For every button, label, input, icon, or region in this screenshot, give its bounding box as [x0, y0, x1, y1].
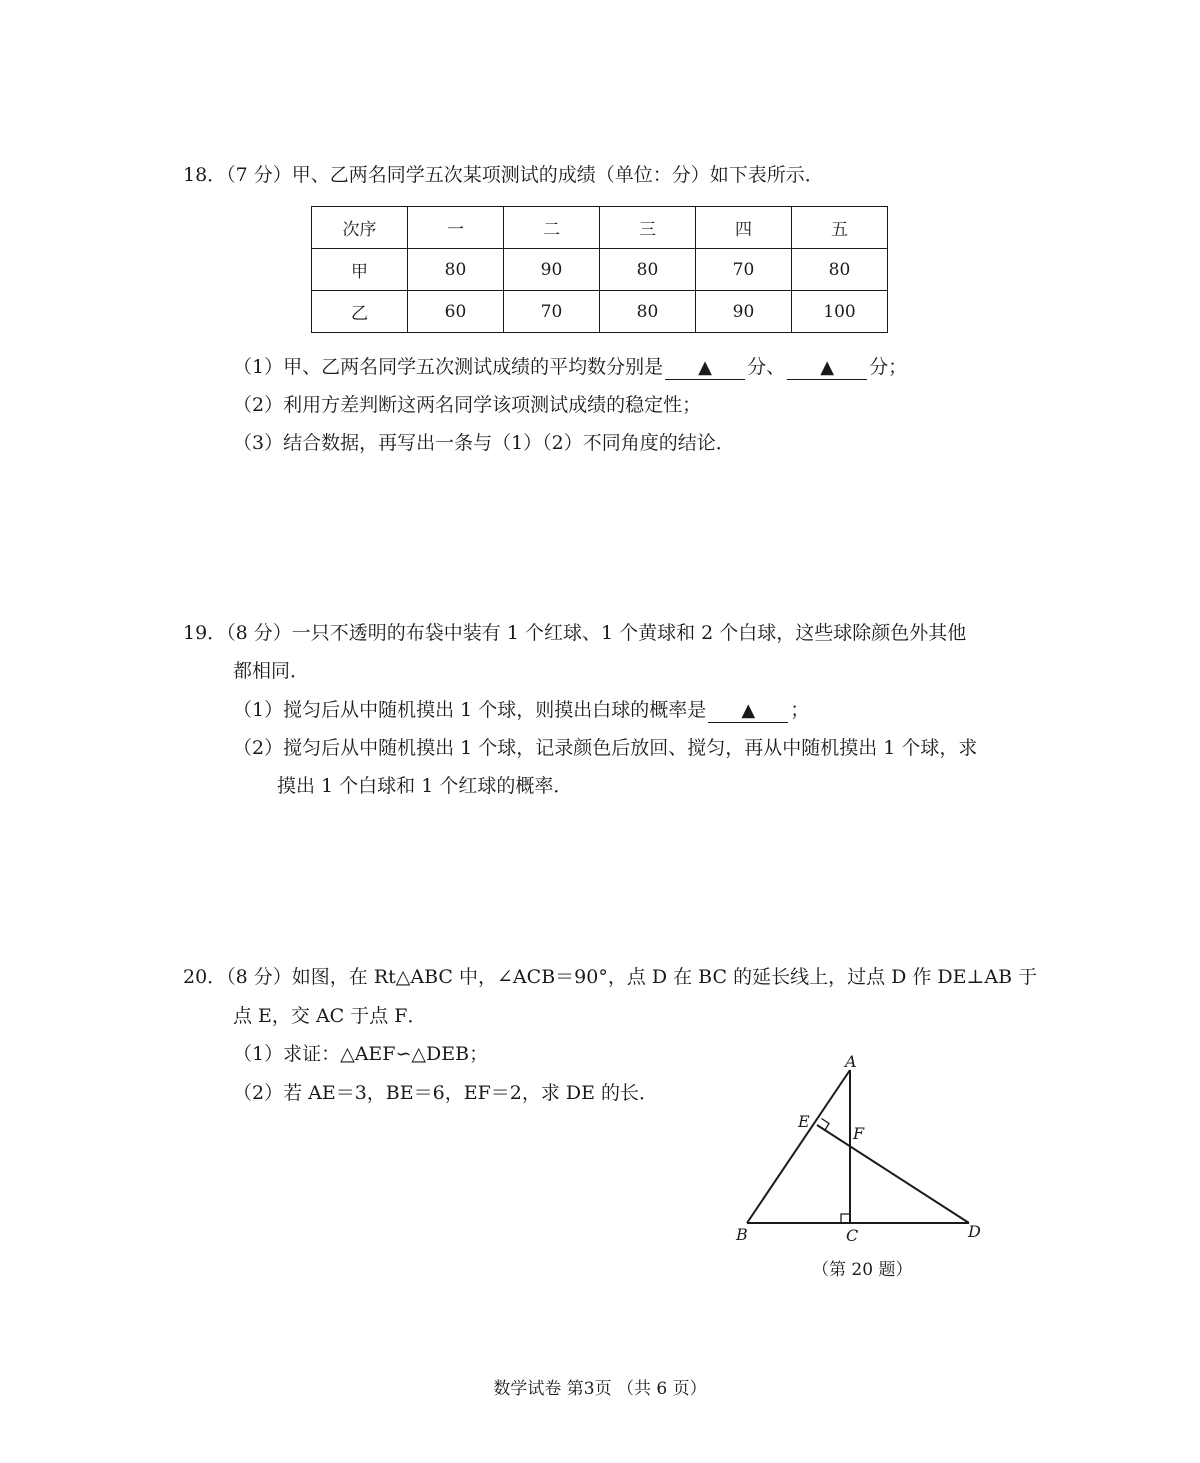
- table-cell: 80: [600, 249, 696, 291]
- label-d: D: [968, 1222, 981, 1241]
- q18-score-table: [311, 206, 888, 333]
- q19-part2-line2: 摸出 1 个白球和 1 个红球的概率．: [277, 775, 573, 797]
- table-cell: 一: [408, 207, 504, 249]
- q18-part1-unit: 分、: [747, 356, 786, 378]
- label-f: F: [853, 1124, 865, 1143]
- answer-blank[interactable]: ▲: [787, 357, 867, 380]
- q20-part1: （1）求证：△AEF∽△DEB；: [233, 1043, 489, 1065]
- q18-part1-text: （1）甲、乙两名同学五次测试成绩的平均数分别是: [233, 356, 664, 378]
- label-b: B: [736, 1225, 748, 1244]
- q19-part2-line1: （2）搅匀后从中随机摸出 1 个球，记录颜色后放回、搅匀，再从中随机摸出 1 个球，求: [233, 737, 978, 759]
- q18-part1: [233, 354, 907, 380]
- table-cell: 三: [600, 207, 696, 249]
- page-footer: 数学试卷 第3页 （共 6 页）: [493, 1379, 707, 1399]
- label-e: E: [798, 1112, 810, 1131]
- table-cell: 70: [696, 249, 792, 291]
- table-row: [312, 249, 888, 291]
- table-cell: 80: [408, 249, 504, 291]
- figure-caption: （第 20 题）: [812, 1260, 913, 1280]
- q19-part1-end: ；: [790, 699, 810, 721]
- table-cell: 四: [696, 207, 792, 249]
- q19-title-line1: 19．（8 分）一只不透明的布袋中装有 1 个红球、1 个黄球和 2 个白球，这些球除颜色外其他: [183, 622, 967, 644]
- table-cell: 90: [696, 291, 792, 333]
- label-c: C: [846, 1226, 859, 1245]
- q20-part2: （2）若 AE＝3，BE＝6，EF＝2，求 DE 的长．: [233, 1082, 659, 1104]
- table-cell: 60: [408, 291, 504, 333]
- q19-title-line2: 都相同．: [233, 660, 310, 682]
- label-a: A: [845, 1052, 857, 1071]
- q19-part1: [233, 697, 809, 723]
- q20-title-line1: 20．（8 分）如图，在 Rt△ABC 中，∠ACB＝90°，点 D 在 BC 的延长线上，过点 D 作 DE⊥AB 于: [183, 966, 1038, 988]
- table-cell: 70: [504, 291, 600, 333]
- table-header-row: [312, 207, 888, 249]
- table-cell: 次序: [312, 207, 408, 249]
- table-cell: 100: [792, 291, 888, 333]
- q20-title-line2: 点 E，交 AC 于点 F．: [233, 1005, 427, 1027]
- segment-ab: [747, 1070, 850, 1223]
- q18-part2: （2）利用方差判断这两名同学该项测试成绩的稳定性；: [233, 394, 702, 416]
- q18-title: 18．（7 分）甲、乙两名同学五次某项测试的成绩（单位：分）如下表所示．: [183, 164, 824, 186]
- answer-blank[interactable]: ▲: [708, 700, 788, 723]
- table-cell: 80: [600, 291, 696, 333]
- q18-part3: （3）结合数据，再写出一条与（1）（2）不同角度的结论．: [233, 432, 735, 454]
- segment-ed: [817, 1125, 969, 1223]
- table-cell: 乙: [312, 291, 408, 333]
- table-cell: 80: [792, 249, 888, 291]
- table-cell: 五: [792, 207, 888, 249]
- q20-triangle-figure: [720, 1045, 1000, 1245]
- table-cell: 二: [504, 207, 600, 249]
- q19-part1-text: （1）搅匀后从中随机摸出 1 个球，则摸出白球的概率是: [233, 699, 707, 721]
- q18-part1-unit: 分；: [869, 356, 908, 378]
- table-cell: 甲: [312, 249, 408, 291]
- table-row: [312, 291, 888, 333]
- answer-blank[interactable]: ▲: [665, 357, 745, 380]
- table-cell: 90: [504, 249, 600, 291]
- right-angle-mark-c: [841, 1214, 850, 1223]
